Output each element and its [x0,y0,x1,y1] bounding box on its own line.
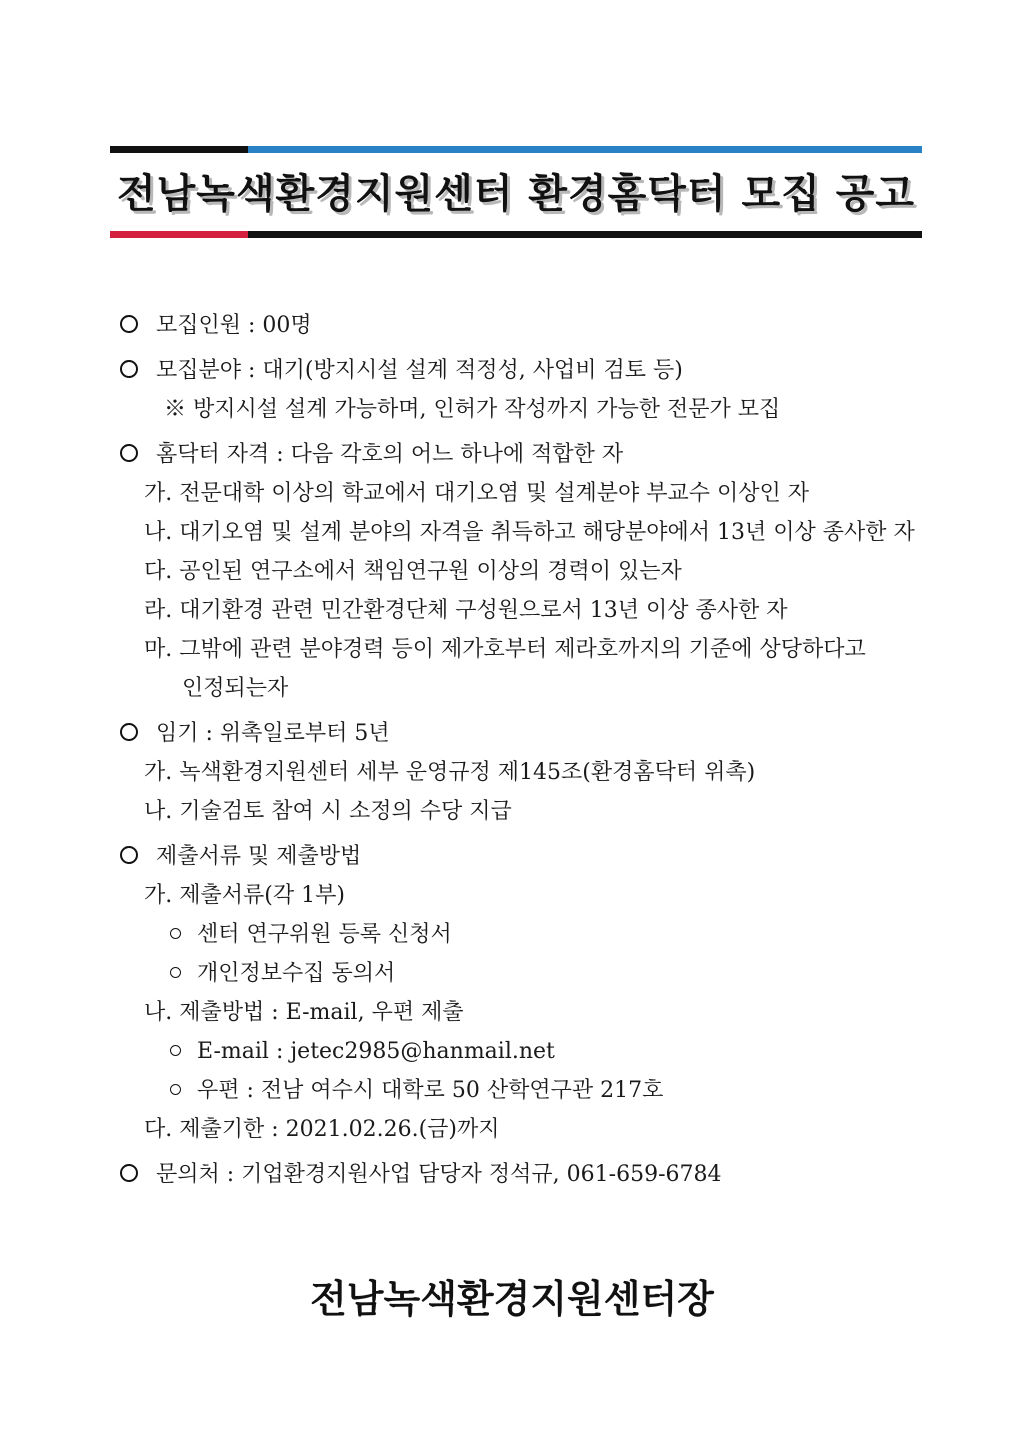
small-circle-bullet-icon [170,928,181,939]
qualification-line: 마. 그밖에 관련 분야경력 등이 제가호부터 제라호까지의 기준에 상당하다고 [144,637,866,662]
small-circle-bullet-icon [170,967,181,978]
qualification-line: 나. 대기오염 및 설계 분야의 자격을 취득하고 해당분야에서 13년 이상 종사한 자 [144,520,915,545]
circle-bullet-icon [120,315,138,333]
circle-bullet-icon [120,444,138,462]
term-line: 나. 기술검토 참여 시 소정의 수당 지급 [144,799,512,824]
doc-line: 센터 연구위원 등록 신청서 [120,915,940,954]
recruit-count-item: 모집인원 : 00명 [120,306,940,345]
circle-bullet-icon [120,1164,138,1182]
qualification-line-cont: 인정되는자 [182,676,289,701]
title-bottom-rule [110,231,922,238]
circle-bullet-icon [120,360,138,378]
method-line: E-mail : jetec2985@hanmail.net [120,1032,940,1071]
small-circle-bullet-icon [170,1045,181,1056]
method-header: 나. 제출방법 : E-mail, 우편 제출 [144,1000,464,1025]
title-top-rule [110,146,922,153]
contact-item: 문의처 : 기업환경지원사업 담당자 정석규, 061-659-6784 [120,1155,940,1194]
issuer-signature: 전남녹색환경지원센터장 [310,1277,714,1321]
notice-body [120,306,940,1194]
term-line: 가. 녹색환경지원센터 세부 운영규정 제145조(환경홈닥터 위촉) [144,760,756,785]
recruit-note: ※ 방지시설 설계 가능하며, 인허가 작성까지 가능한 전문가 모집 [164,397,781,422]
title-block [110,146,922,238]
qualification-item: 홈닥터 자격 : 다음 각호의 어느 하나에 적합한 자 [120,435,940,474]
qualification-line: 라. 대기환경 관련 민간환경단체 구성원으로서 13년 이상 종사한 자 [144,598,788,623]
circle-bullet-icon [120,723,138,741]
qualification-line: 다. 공인된 연구소에서 책임연구원 이상의 경력이 있는자 [144,559,682,584]
small-circle-bullet-icon [170,1084,181,1095]
doc-line: 개인정보수집 동의서 [120,954,940,993]
recruit-field-item: 모집분야 : 대기(방지시설 설계 적정성, 사업비 검토 등) [120,351,940,390]
qualification-line: 가. 전문대학 이상의 학교에서 대기오염 및 설계분야 부교수 이상인 자 [144,481,809,506]
submission-item: 제출서류 및 제출방법 [120,837,940,876]
docs-header: 가. 제출서류(각 1부) [144,883,345,908]
term-item: 임기 : 위촉일로부터 5년 [120,714,940,753]
deadline-line: 다. 제출기한 : 2021.02.26.(금)까지 [144,1117,500,1142]
page-title: 전남녹색환경지원센터 환경홈닥터 모집 공고 [117,171,915,217]
method-line: 우편 : 전남 여수시 대학로 50 산학연구관 217호 [120,1071,940,1110]
circle-bullet-icon [120,846,138,864]
